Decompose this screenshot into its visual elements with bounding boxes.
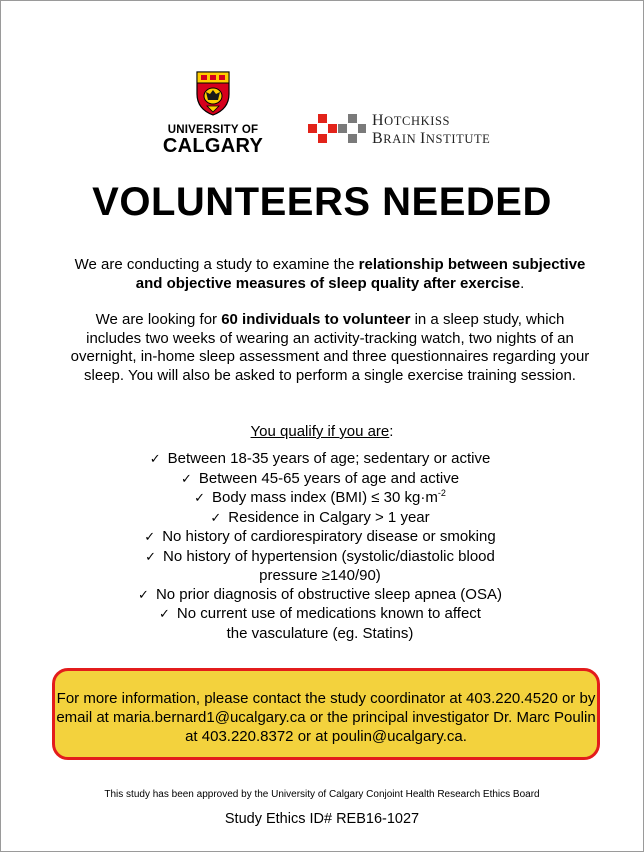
qualify-heading: You qualify if you are: (250, 423, 394, 440)
checkmark-icon: ✓ (210, 510, 222, 526)
checkmark-icon: ✓ (138, 587, 149, 603)
list-item: ✓ Body mass index (BMI) ≤ 30 $kg\cdot m^{-2}$ (194, 488, 446, 506)
hotchkiss-name-line2: BRAIN INSTITUTE (372, 130, 491, 147)
hotchkiss-cross-icon (308, 114, 366, 146)
hotchkiss-name-line1: HOTCHKISS (372, 112, 451, 129)
checkmark-icon: ✓ (194, 491, 206, 506)
hotchkiss-brain-institute-logo (308, 110, 528, 150)
university-crest-icon (195, 70, 231, 116)
checkmark-icon: ✓ (145, 549, 157, 565)
list-item: ✓ Between 45-65 years of age and active (180, 469, 460, 487)
list-item: ✓ Residence in Calgary > 1 year (210, 508, 430, 526)
checkmark-icon: ✓ (180, 471, 192, 487)
eligibility-criteria-list (110, 450, 530, 643)
contact-info-box: For more information, please contact the study coordinator at 403.220.4520 or by email at maria.bernard1@ucalgary.ca or the principal investigator Dr. Marc Poulin at 403.220.8372 or at poulin@ucalgary.ca. (52, 668, 600, 760)
page-title: VOLUNTEERS NEEDED (92, 180, 552, 224)
list-item: ✓ Between 18-35 years of age; sedentary or active (149, 450, 491, 467)
list-item: ✓ No current use of medications known to affect the vasculature (eg. Statins) (159, 605, 481, 642)
university-name-line1: UNIVERSITY OF (167, 124, 259, 136)
university-of-calgary-logo (158, 70, 268, 160)
list-item: ✓ No prior diagnosis of obstructive sleep apnea (OSA) (138, 585, 502, 603)
ethics-id: Study Ethics ID# REB16-1027 (224, 811, 420, 827)
list-item: ✓ No history of cardiorespiratory disease or smoking (144, 528, 496, 545)
checkmark-icon: ✓ (159, 607, 170, 622)
checkmark-icon: ✓ (149, 452, 161, 467)
logo-bar (0, 66, 644, 166)
checkmark-icon: ✓ (144, 530, 156, 545)
list-item: ✓ No history of hypertension (systolic/diastolic blood pressure ≥140/90) (145, 547, 495, 584)
ethics-approval-note: This study has been approved by the University of Calgary Conjoint Health Research Ethics Board (104, 789, 540, 800)
recruitment-paragraph: We are looking for 60 individuals to volunteer in a sleep study, which includes two weeks of wearing an activity-tracking watch, two nights of an overnight, in-home sleep assessment and three questionnaires regarding your sleep. You will also be asked to perform a single exercise training session. (70, 311, 590, 384)
intro-paragraph: We are conducting a study to examine the relationship between subjective and objective measures of sleep quality after exercise. (74, 256, 586, 292)
university-name-line2: CALGARY (162, 135, 264, 157)
